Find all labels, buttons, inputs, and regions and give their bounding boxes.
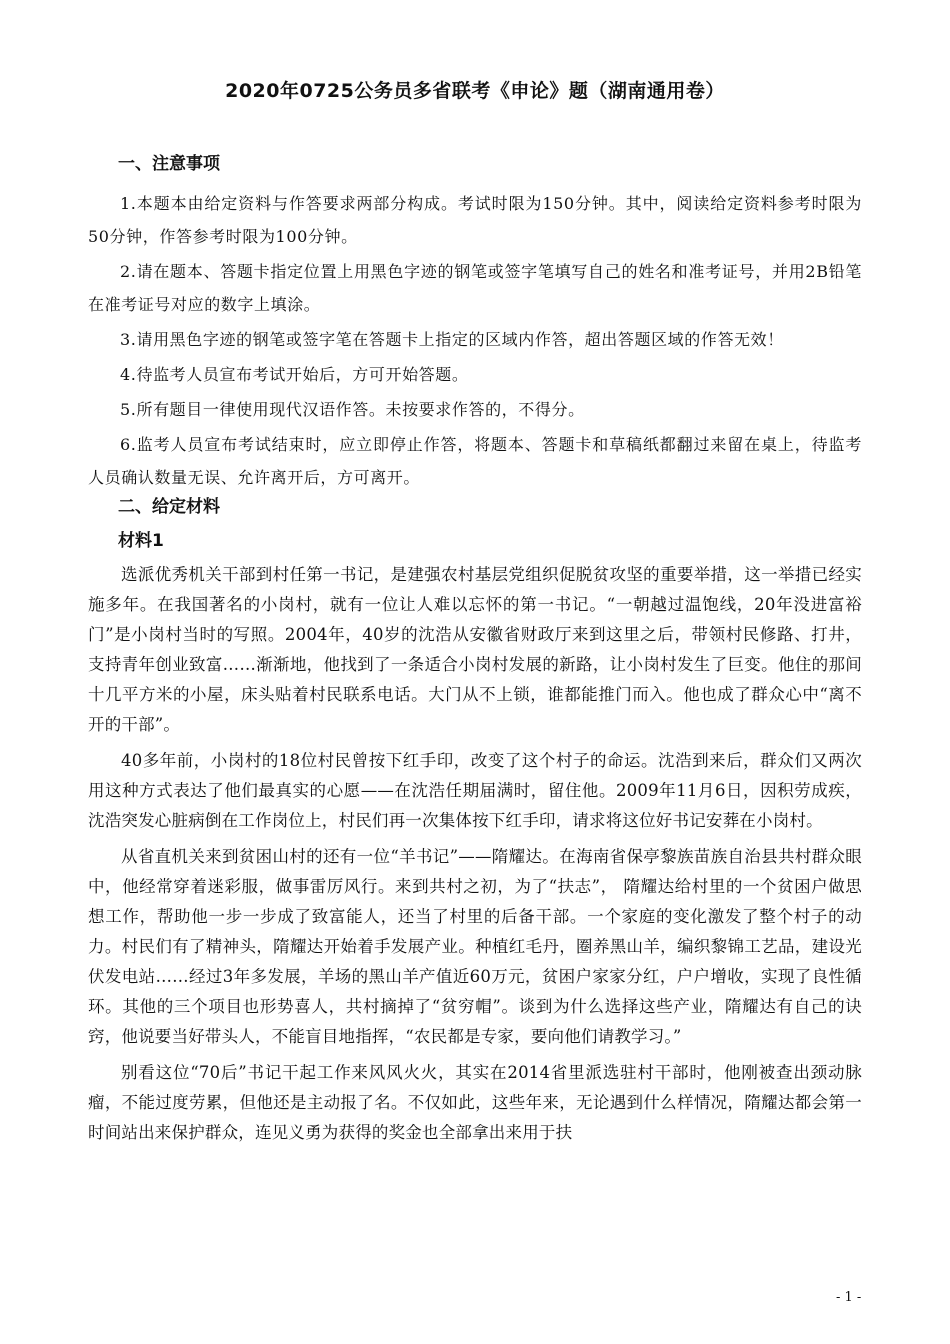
document-title: 2020年0725公务员多省联考《申论》题（湖南通用卷） [225,80,725,102]
notice-item: 2.请在题本、答题卡指定位置上用黑色字迹的钢笔或签字笔填写自己的姓名和准考证号，并用2B铅笔在准考证号对应的数字上填涂。 [88,262,862,314]
material-1-body [88,560,862,1148]
document-page [88,76,862,1154]
notice-heading: 一、注意事项 [118,154,220,174]
materials-heading: 二、给定材料 [118,497,220,517]
page-number: - 1 - [836,1290,862,1305]
notice-item: 5.所有题目一律使用现代汉语作答。未按要求作答的，不得分。 [120,400,585,419]
notice-item: 1.本题本由给定资料与作答要求两部分构成。考试时限为150分钟。其中，阅读给定资料参考时限为50分钟，作答参考时限为100分钟。 [88,194,862,246]
material-paragraph: 40多年前，小岗村的18位村民曾按下红手印，改变了这个村子的命运。沈浩到来后，群众们又两次用这种方式表达了他们最真实的心愿——在沈浩任期届满时，留住他。2009年11月6日，因积劳成疾，沈浩突发心脏病倒在工作岗位上，村民们再一次集体按下红手印，请求将这位好书记安葬在小岗村。 [88,751,862,830]
material-1-heading: 材料1 [118,531,164,551]
notice-item: 6.监考人员宣布考试结束时，应立即停止作答，将题本、答题卡和草稿纸都翻过来留在桌上，待监考人员确认数量无误、允许离开后，方可离开。 [88,435,862,487]
notice-item: 3.请用黑色字迹的钢笔或签字笔在答题卡上指定的区域内作答，超出答题区域的作答无效！ [120,330,784,349]
material-paragraph: 从省直机关来到贫困山村的还有一位“羊书记”——隋耀达。在海南省保亭黎族苗族自治县共村群众眼中，他经常穿着迷彩服，做事雷厉风行。来到共村之初，为了“扶志”， 隋耀达给村里的一个贫困户做思想工作，帮助他一步一步成了致富能人，还当了村里的后备干部。一个家庭的变化激发了整个村子的动力。村民们有了精神头，隋耀达开始着手发展产业。种植红毛丹，圈养黑山羊，编织黎锦工艺品，建设光伏发电站……经过3年多发展，羊场的黑山羊产值近60万元，贫困户家家分红，户户增收，实现了良性循环。其他的三个项目也形势喜人，共村摘掉了“贫穷帽”。谈到为什么选择这些产业，隋耀达有自己的诀窍，他说要当好带头人，不能盲目地指挥，“农民都是专家，要向他们请教学习。” [88,847,862,1046]
material-paragraph: 别看这位“70后”书记干起工作来风风火火，其实在2014省里派选驻村干部时，他刚被查出颈动脉瘤，不能过度劳累，但他还是主动报了名。不仅如此，这些年来，无论遇到什么样情况，隋耀达都会第一时间站出来保护群众，连见义勇为获得的奖金也全部拿出来用于扶 [88,1063,862,1142]
notice-item: 4.待监考人员宣布考试开始后，方可开始答题。 [120,365,469,384]
material-paragraph: 选派优秀机关干部到村任第一书记，是建强农村基层党组织促脱贫攻坚的重要举措，这一举措已经实施多年。在我国著名的小岗村，就有一位让人难以忘怀的第一书记。“一朝越过温饱线，20年没进富裕门”是小岗村当时的写照。2004年，40岁的沈浩从安徽省财政厅来到这里之后，带领村民修路、打井，支持青年创业致富……渐渐地，他找到了一条适合小岗村发展的新路，让小岗村发生了巨变。他住的那间十几平方米的小屋，床头贴着村民联系电话。大门从不上锁，谁都能推门而入。他也成了群众心中“离不开的干部”。 [88,565,862,734]
notice-list [88,187,862,494]
